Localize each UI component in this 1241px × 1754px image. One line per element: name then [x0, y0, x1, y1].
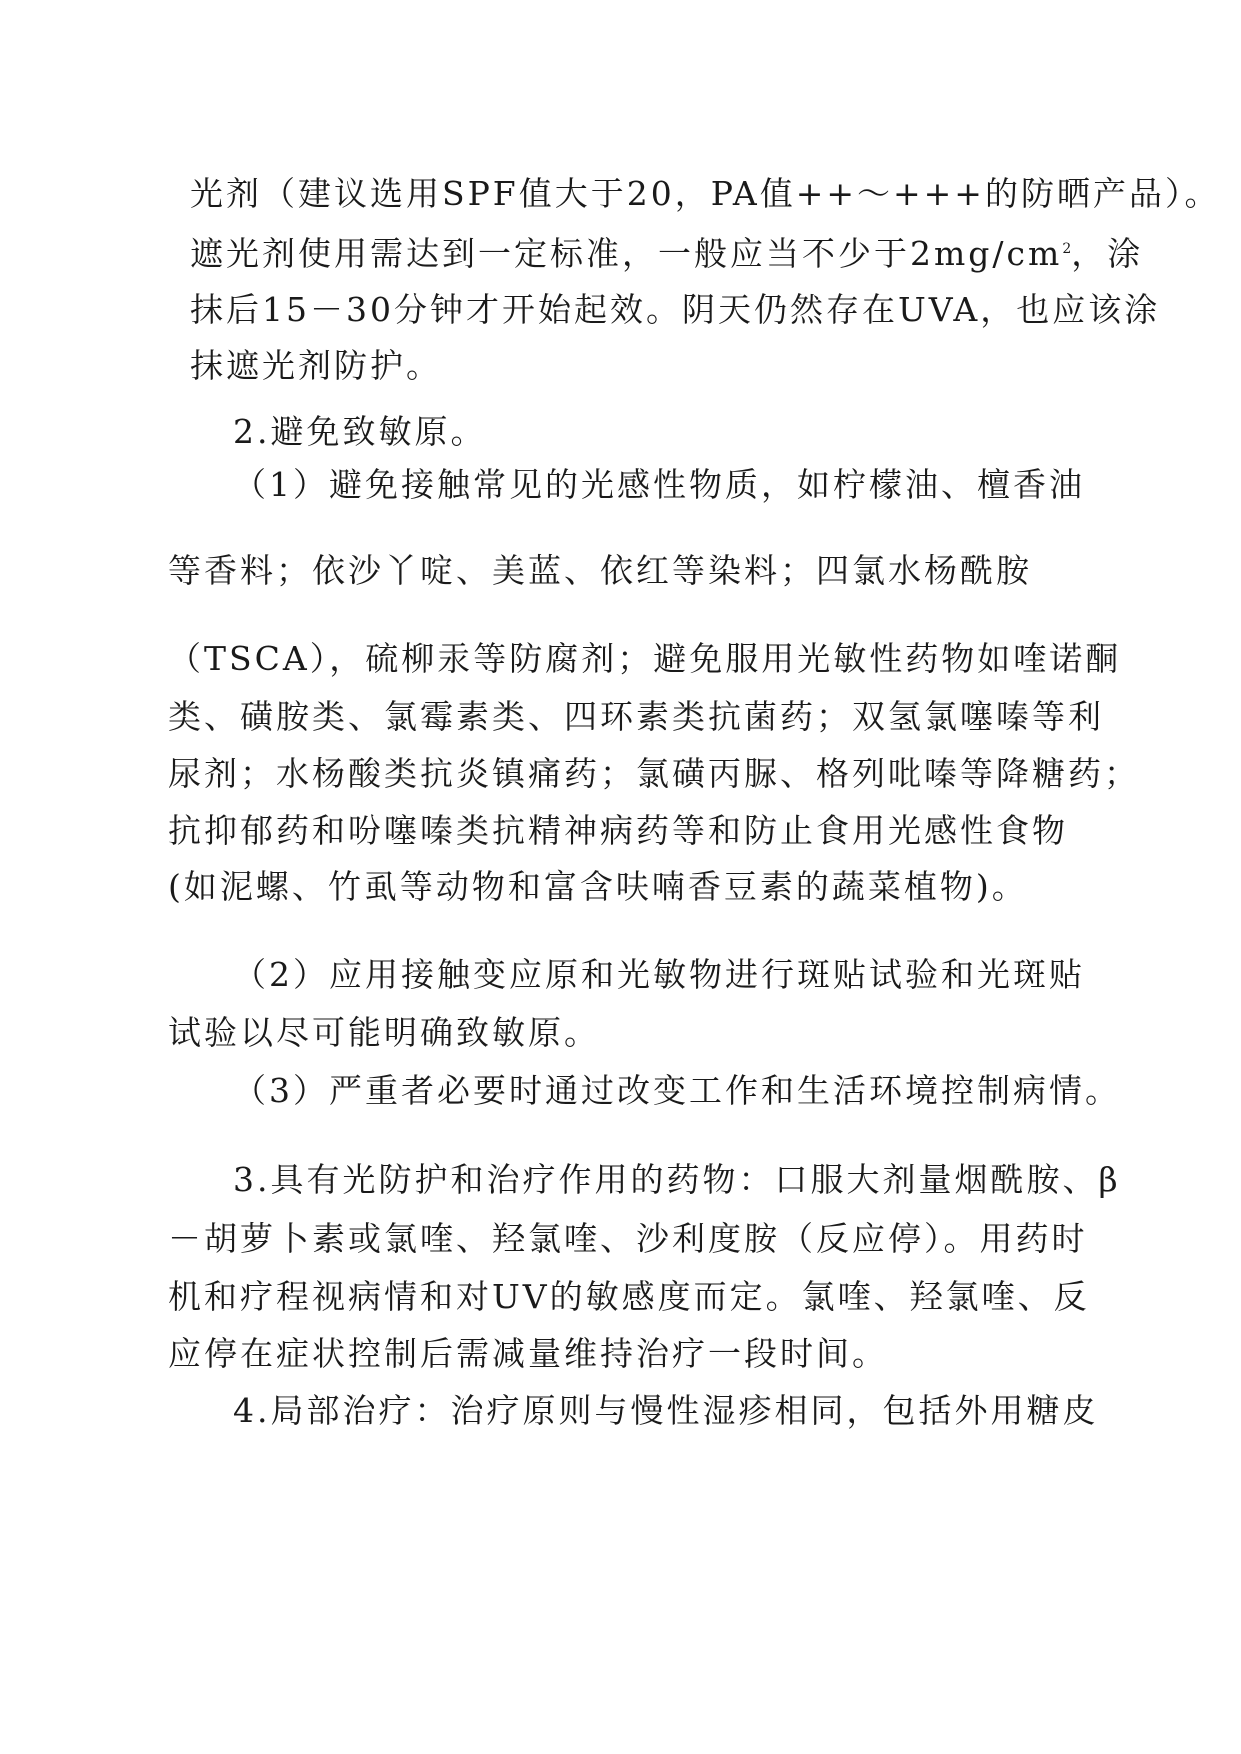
section-heading: 2.避免致敏原。	[233, 412, 487, 451]
text-line: （1）避免接触常见的光感性物质，如柠檬油、檀香油	[233, 465, 1085, 504]
text-line: 尿剂；水杨酸类抗炎镇痛药；氯磺丙脲、格列吡嗪等降糖药；	[168, 754, 1140, 793]
text-segment: 遮光剂使用需达到一定标准，一般应当不少于2mg/cm	[190, 234, 1063, 273]
text-line: 光剂（建议选用SPF值大于20，PA值++～+++的防晒产品）。	[190, 174, 1221, 213]
text-line: （2）应用接触变应原和光敏物进行斑贴试验和光斑贴	[233, 955, 1085, 994]
text-line: 抹遮光剂防护。	[190, 346, 442, 385]
text-line: 试验以尽可能明确致敏原。	[168, 1013, 600, 1052]
text-line: 等香料；依沙丫啶、美蓝、依红等染料；四氯水杨酰胺	[168, 551, 1032, 590]
text-line: 3.具有光防护和治疗作用的药物：口服大剂量烟酰胺、β	[233, 1160, 1121, 1199]
text-line: 抗抑郁药和吩噻嗪类抗精神病药等和防止食用光感性食物	[168, 811, 1068, 850]
text-line: 应停在症状控制后需减量维持治疗一段时间。	[168, 1334, 888, 1373]
text-line: －胡萝卜素或氯喹、羟氯喹、沙利度胺（反应停）。用药时	[168, 1219, 1088, 1258]
text-line: 抹后15－30分钟才开始起效。阴天仍然存在UVA，也应该涂	[190, 290, 1161, 329]
text-line: (如泥螺、竹虱等动物和富含呋喃香豆素的蔬菜植物)。	[168, 867, 1028, 906]
superscript: 2	[1062, 241, 1072, 257]
text-line: 类、磺胺类、氯霉素类、四环素类抗菌药；双氢氯噻嗪等利	[168, 697, 1104, 736]
text-segment: ，涂	[1071, 234, 1144, 273]
text-line: （TSCA），硫柳汞等防腐剂；避免服用光敏性药物如喹诺酮	[168, 639, 1122, 678]
text-line	[190, 234, 1143, 274]
text-line: 机和疗程视病情和对UV的敏感度而定。氯喹、羟氯喹、反	[168, 1277, 1090, 1316]
text-line: 4.局部治疗：治疗原则与慢性湿疹相同，包括外用糖皮	[233, 1391, 1099, 1430]
text-line: （3）严重者必要时通过改变工作和生活环境控制病情。	[233, 1071, 1121, 1110]
